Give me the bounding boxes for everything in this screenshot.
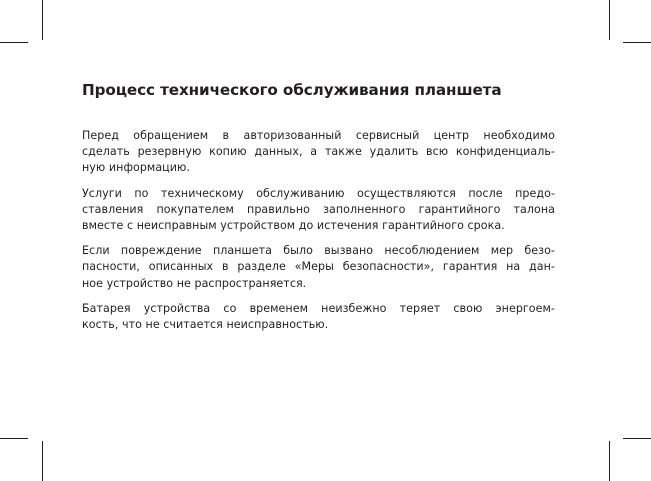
crop-mark-bottom-left-horizontal [0,438,28,439]
paragraph-line: Услуги по техническому обслуживанию осуществляются после предо- [82,186,555,200]
paragraph-battery [82,301,555,333]
paragraph-line: сделать резервную копию данных, а также удалить всю конфиденциаль- [82,145,555,159]
paragraph-warranty-exclusion [82,243,555,292]
section-title: Процесс технического обслуживания планшета [82,81,502,99]
crop-mark-bottom-right-vertical [609,441,610,481]
crop-mark-top-left-vertical [42,0,43,40]
document-page [82,80,555,342]
paragraph-line: вместе с неисправным устройством до истечения гарантийного срока. [82,219,505,233]
paragraph-service-conditions [82,186,555,235]
paragraph-line: Если повреждение планшета было вызвано несоблюдением мер безо- [82,244,555,258]
crop-mark-top-right-vertical [609,0,610,40]
paragraph-line: пасности, описанных в разделе «Меры безопасности», гарантия на дан- [82,260,555,274]
paragraph-line: Батарея устройства со временем неизбежно теряет свою энергоем- [82,301,555,315]
crop-mark-bottom-left-vertical [42,441,43,481]
crop-mark-top-right-horizontal [623,42,651,43]
paragraph-line: Перед обращением в авторизованный сервисный центр необходимо [82,129,555,142]
paragraph-line: кость, что не считается неисправностью. [82,318,329,332]
paragraph-backup [82,128,555,177]
paragraph-line: ную информацию. [82,161,191,175]
crop-mark-bottom-right-horizontal [623,438,651,439]
paragraph-line: ставления покупателем правильно заполненного гарантийного талона [82,202,555,216]
crop-mark-top-left-horizontal [0,42,28,43]
paragraph-line: ное устройство не распространяется. [82,276,307,290]
